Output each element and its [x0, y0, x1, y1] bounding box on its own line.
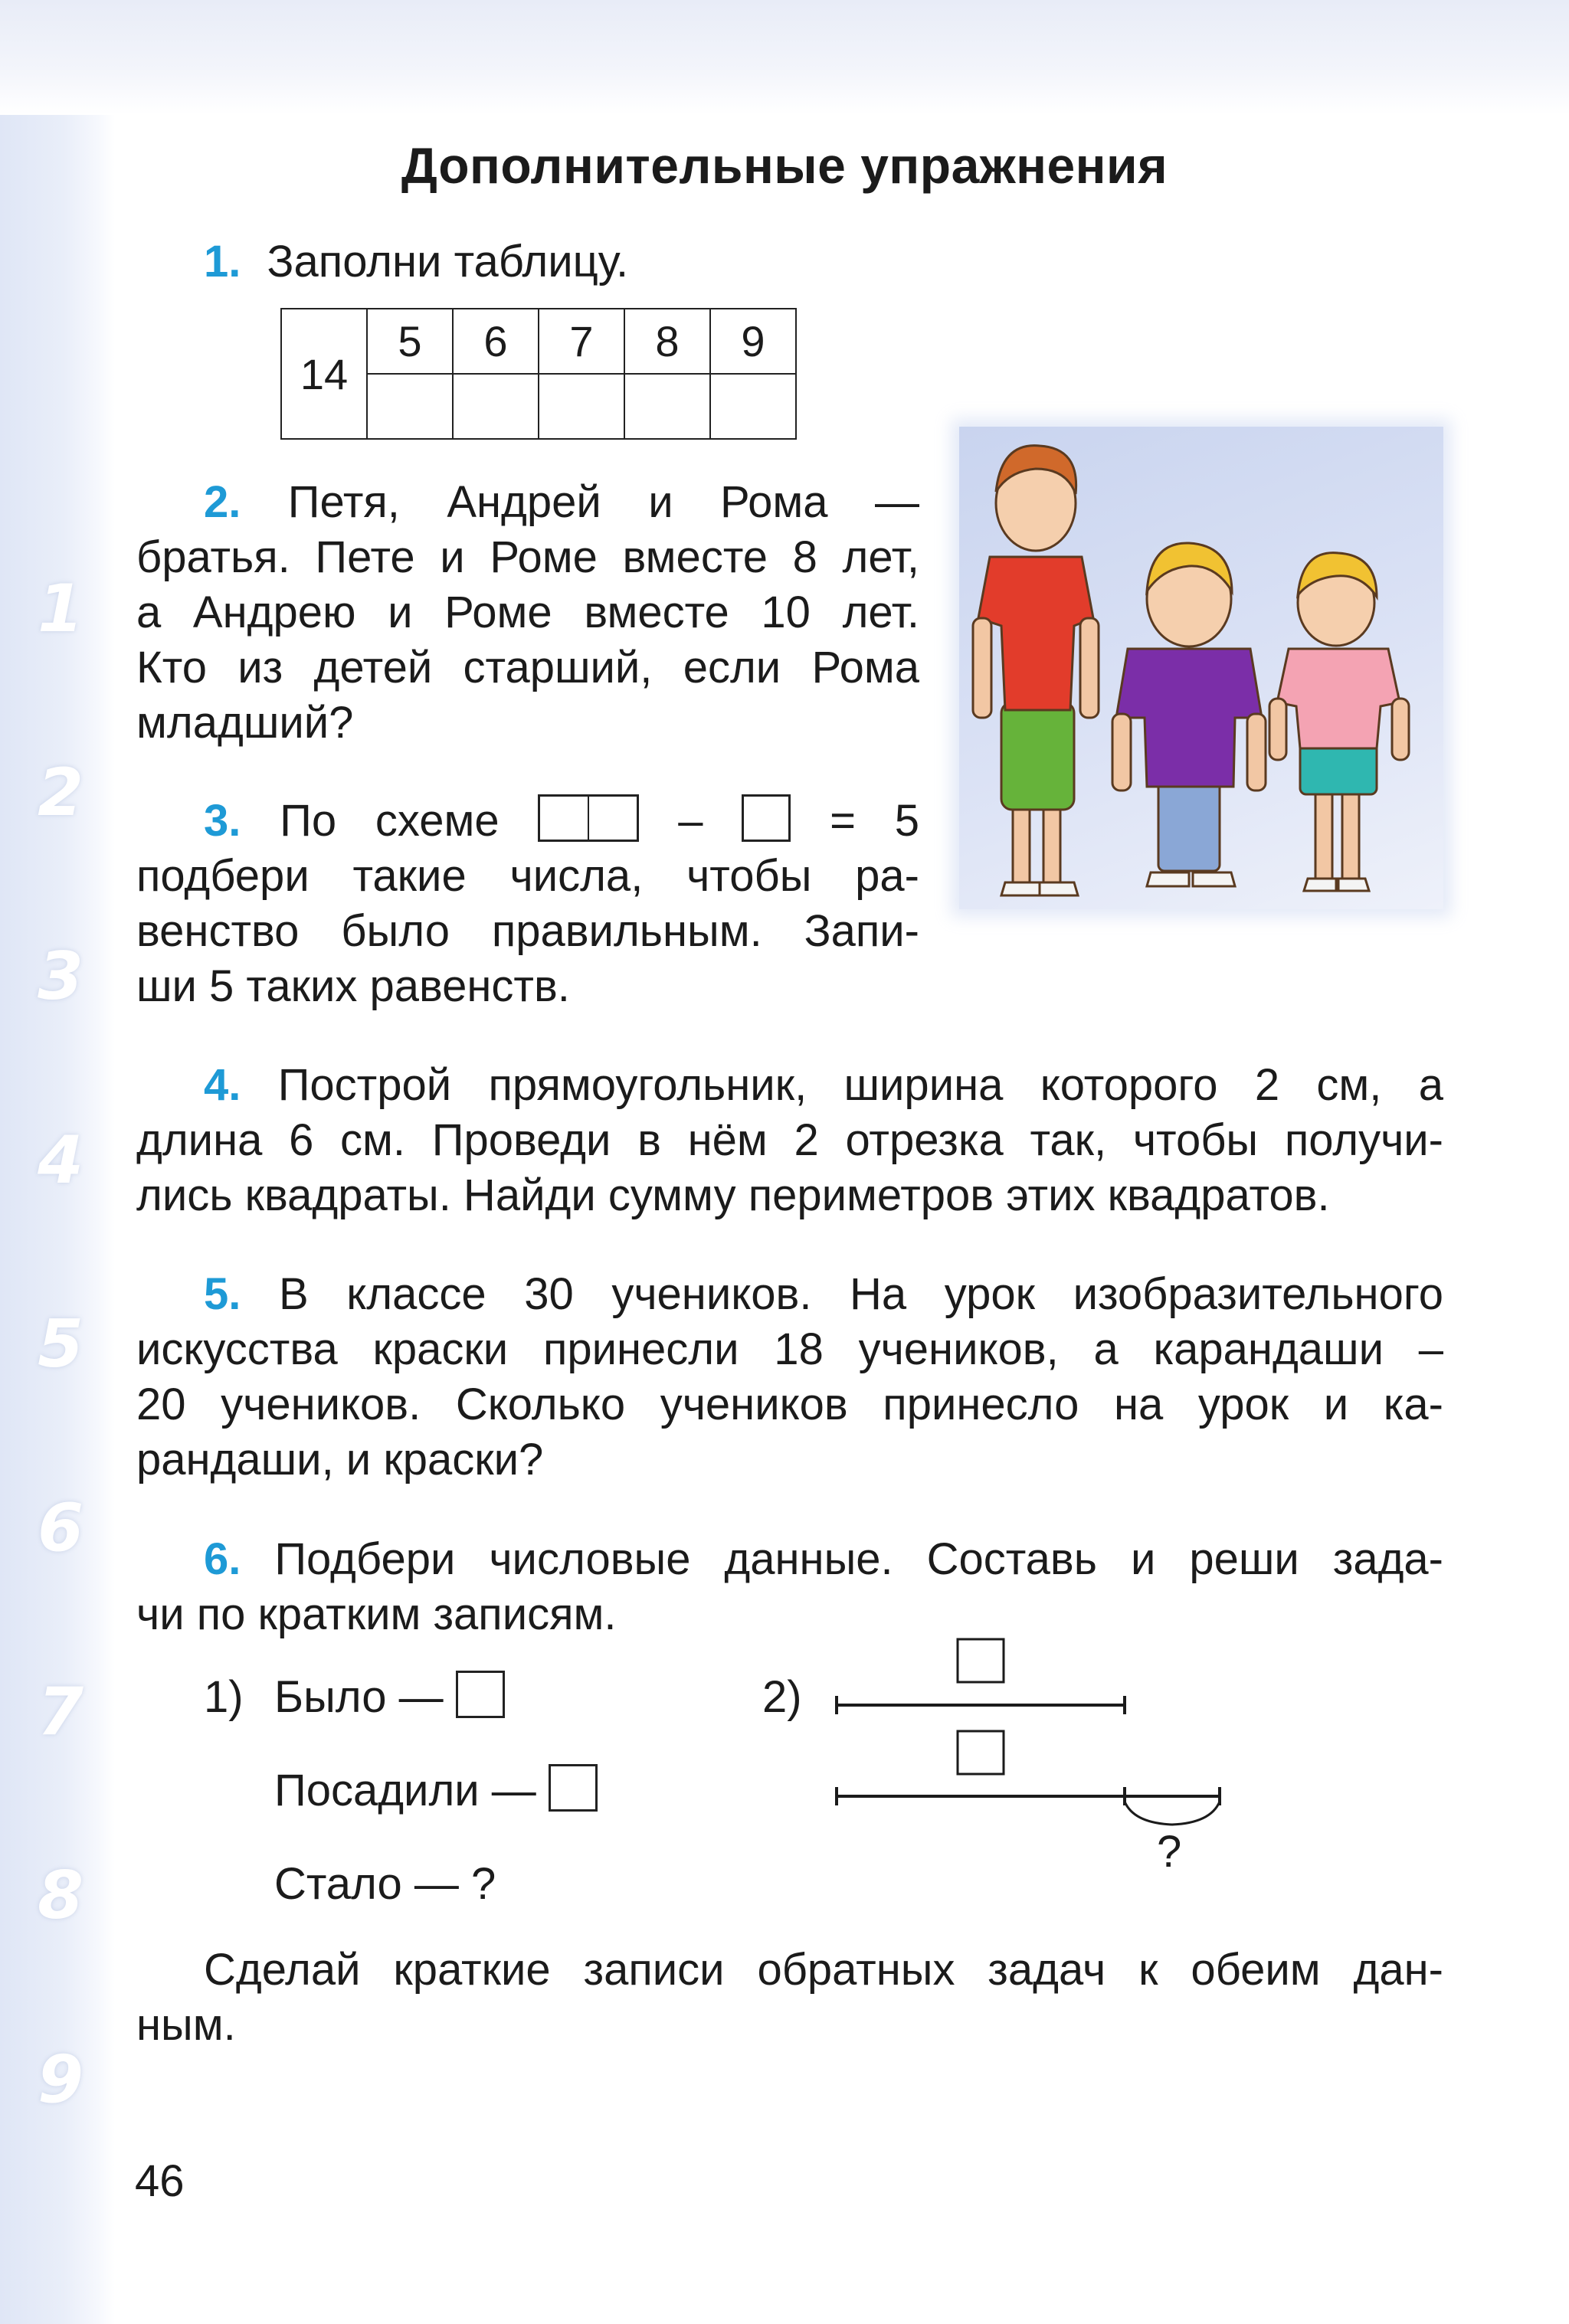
exercise-3 [136, 794, 919, 1014]
margin-strip [0, 115, 115, 2324]
exercise-line: искусства краски принесли 18 учеников, а карандаши – [136, 1324, 1443, 1374]
fill-table [280, 308, 797, 440]
margin-number: 9 [38, 2041, 84, 2118]
exercise-line: В классе 30 учеников. На урок изобразительного [278, 1269, 1443, 1319]
equals-sign: = 5 [830, 796, 920, 846]
table-header-cell: 6 [453, 309, 539, 374]
exercise-line: подбери такие числа, чтобы ра- [136, 851, 919, 901]
margin-number: 1 [38, 571, 84, 647]
exercise-line: а Андрею и Роме вместе 10 лет. [136, 588, 919, 637]
table-header-cell: 5 [367, 309, 453, 374]
table-empty-cell [539, 374, 624, 439]
exercise-number: 6. [204, 1534, 241, 1584]
exercise-4 [136, 1058, 1443, 1223]
exercise-line: братья. Пете и Роме вместе 8 лет, [136, 532, 919, 582]
exercise-6-tail [136, 1943, 1443, 2053]
exercise-1 [204, 234, 628, 290]
record-text: Было — [274, 1672, 444, 1722]
table-header-cell: 8 [624, 309, 710, 374]
table-header-cell: 7 [539, 309, 624, 374]
exercise-line: длина 6 см. Проведи в нём 2 отрезка так, чтобы получи- [136, 1115, 1443, 1165]
top-band [0, 0, 1569, 115]
table-empty-cell [710, 374, 796, 439]
minus-sign: – [678, 796, 703, 846]
exercise-line: чи по кратким записям. [136, 1589, 617, 1639]
exercise-number: 2. [204, 477, 241, 527]
exercise-line: Кто из детей старший, если Рома [136, 643, 919, 692]
three-boys-illustration [959, 427, 1443, 909]
margin-number: 4 [38, 1122, 84, 1199]
problem-2-label: 2) [762, 1672, 802, 1722]
exercise-line: рандаши, и краски? [136, 1435, 544, 1484]
exercise-line: По схеме [280, 796, 500, 846]
exercise-line: Сделай краткие записи обратных задач к обеим дан- [204, 1945, 1443, 1995]
record-row-was [274, 1670, 505, 1725]
exercise-line: младший? [136, 698, 354, 748]
margin-number: 5 [38, 1306, 84, 1383]
diagram-question-mark: ? [1157, 1827, 1182, 1877]
exercise-line: ным. [136, 2000, 236, 2050]
exercise-text: Заполни таблицу. [267, 237, 629, 286]
exercise-line: ши 5 таких равенств. [136, 961, 570, 1011]
margin-number: 6 [38, 1490, 84, 1566]
record-text: Посадили — [274, 1766, 536, 1815]
table-empty-cell [367, 374, 453, 439]
exercise-line: Построй прямоугольник, ширина которого 2 см, а [277, 1060, 1443, 1110]
page-number: 46 [135, 2156, 185, 2206]
problem-1-label: 1) [204, 1672, 244, 1722]
record-row-planted [274, 1763, 598, 1818]
exercise-2 [136, 475, 919, 751]
page-title: Дополнительные упражнения [401, 137, 1168, 194]
exercise-line: лись квадраты. Найди сумму периметров этих квадратов. [136, 1170, 1330, 1220]
table-empty-cell [453, 374, 539, 439]
margin-number: 8 [38, 1858, 84, 1934]
exercise-number: 3. [204, 796, 241, 846]
boys-drawing-icon [959, 427, 1443, 909]
exercise-line: венство было правильным. Запи- [136, 906, 919, 956]
exercise-number: 1. [204, 237, 241, 286]
margin-number: 3 [38, 938, 84, 1015]
exercise-number: 4. [204, 1060, 241, 1110]
table-empty-cell [624, 374, 710, 439]
margin-number: 2 [38, 754, 84, 831]
margin-number: 7 [38, 1674, 84, 1750]
two-digit-box [538, 794, 639, 849]
answer-box [549, 1764, 598, 1812]
exercise-line: Подбери числовые данные. Составь и реши зада- [274, 1534, 1443, 1584]
exercise-line: Петя, Андрей и Рома — [287, 477, 919, 527]
table-first-cell: 14 [281, 309, 367, 439]
exercise-6 [136, 1532, 1443, 1642]
answer-box [456, 1671, 505, 1718]
table-header-cell: 9 [710, 309, 796, 374]
one-digit-box [742, 794, 791, 842]
exercise-line: 20 учеников. Сколько учеников принесло на урок и ка- [136, 1380, 1443, 1429]
exercise-number: 5. [204, 1269, 241, 1319]
record-row-became: Стало — ? [274, 1859, 496, 1909]
exercise-5 [136, 1267, 1443, 1488]
